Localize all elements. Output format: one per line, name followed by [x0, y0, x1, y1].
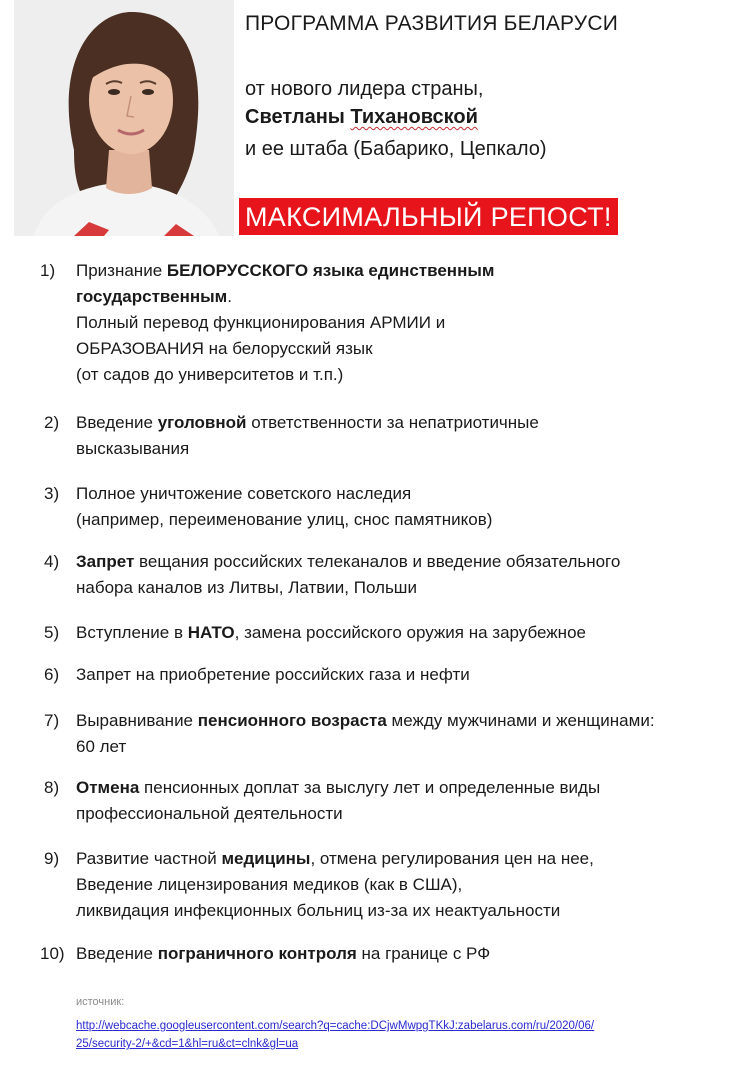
- list-item-line: [76, 310, 445, 336]
- emphasis-text: Отмена: [76, 778, 140, 797]
- header-line-staff: и ее штаба (Бабарико, Цепкало): [245, 138, 547, 160]
- list-item-line: [76, 734, 126, 760]
- list-item-line: [76, 410, 539, 436]
- list-item-number: 7): [44, 711, 60, 730]
- list-item-line: [76, 549, 620, 575]
- text-segment: набора каналов из Литвы, Латвии, Польши: [76, 578, 417, 597]
- list-item-line: [76, 872, 462, 898]
- list-item-line: [76, 708, 655, 734]
- list-item-line: [76, 941, 490, 967]
- source-label: источник:: [76, 996, 125, 1008]
- emphasis-text: пограничного контроля: [157, 944, 357, 963]
- text-segment: высказывания: [76, 439, 190, 458]
- program-title: ПРОГРАММА РАЗВИТИЯ БЕЛАРУСИ: [245, 12, 618, 35]
- list-item-line: [76, 481, 411, 507]
- source-link[interactable]: [76, 1017, 594, 1053]
- text-segment: (от садов до университетов и т.п.): [76, 365, 344, 384]
- text-segment: Вступление в: [76, 623, 188, 642]
- text-segment: Выравнивание: [76, 711, 198, 730]
- list-item-line: [76, 801, 343, 827]
- emphasis-text: медицины: [221, 849, 311, 868]
- list-item-line: [76, 846, 594, 872]
- header-name-last: Тихановской: [350, 106, 478, 128]
- text-segment: ОБРАЗОВАНИЯ на белорусский язык: [76, 339, 373, 358]
- emphasis-text: уголовной: [157, 413, 247, 432]
- list-item-line: [76, 362, 343, 388]
- list-item-number: 4): [44, 552, 60, 571]
- text-segment: между мужчинами и женщинами:: [386, 711, 655, 730]
- text-segment: Полный перевод функционирования АРМИИ и: [76, 313, 446, 332]
- text-segment: (например, переименование улиц, снос памятников): [76, 510, 493, 529]
- list-item-line: [76, 436, 189, 462]
- list-item-line: [76, 662, 470, 688]
- portrait-photo: [14, 0, 234, 236]
- list-item-line: [76, 258, 494, 284]
- emphasis-text: НАТО: [187, 623, 235, 642]
- emphasis-text: Запрет: [76, 552, 135, 571]
- text-segment: , отмена регулирования цен на нее,: [310, 849, 594, 868]
- text-segment: Введение лицензирования медиков (как в США),: [76, 875, 463, 894]
- list-item-number: 5): [44, 623, 60, 642]
- text-segment: профессиональной деятельности: [76, 804, 343, 823]
- text-segment: пенсионных доплат за выслугу лет и определенные виды: [139, 778, 601, 797]
- emphasis-text: пенсионного возраста: [197, 711, 387, 730]
- header-line-leader: от нового лидера страны,: [245, 78, 484, 100]
- text-segment: Запрет на приобретение российских газа и нефти: [76, 665, 470, 684]
- source-link-line2[interactable]: 25/security-2/+&cd=1&hl=ru&ct=clnk&gl=ua: [76, 1038, 299, 1050]
- header-name-first: Светланы: [245, 106, 351, 128]
- text-segment: , замена российского оружия на зарубежное: [234, 623, 586, 642]
- list-item-line: [76, 507, 492, 533]
- list-item-line: [76, 336, 373, 362]
- text-segment: Введение: [76, 413, 158, 432]
- text-segment: ликвидация инфекционных больниц из-за их неактуальности: [76, 901, 561, 920]
- list-item-number: 3): [44, 484, 60, 503]
- header-line-name: [245, 106, 478, 129]
- list-item-line: [76, 284, 232, 310]
- list-item-number: 2): [44, 413, 60, 432]
- text-segment: ответственности за непатриотичные: [246, 413, 539, 432]
- source-link-line1[interactable]: http://webcache.googleusercontent.com/search?q=cache:DCjwMwpgTKkJ:zabelarus.com/ru/2020/06/: [76, 1020, 595, 1032]
- text-segment: Развитие частной: [76, 849, 222, 868]
- emphasis-text: языка единственным: [312, 261, 495, 280]
- list-item-number: 8): [44, 778, 60, 797]
- list-item-number: 10): [40, 944, 65, 963]
- portrait-illustration: [14, 0, 234, 236]
- list-item-number: 6): [44, 665, 60, 684]
- list-item-number: 9): [44, 849, 60, 868]
- text-segment: на границе с РФ: [356, 944, 491, 963]
- text-segment: 60 лет: [76, 737, 127, 756]
- emphasis-text: государственным: [76, 287, 228, 306]
- text-segment: Полное уничтожение советского наследия: [76, 484, 412, 503]
- text-segment: .: [227, 287, 232, 306]
- list-item-number: 1): [40, 261, 56, 280]
- text-segment: Введение: [76, 944, 158, 963]
- text-segment: вещания российских телеканалов и введение обязательного: [134, 552, 621, 571]
- list-item-line: [76, 775, 600, 801]
- list-item-line: [76, 620, 586, 646]
- list-item-line: [76, 575, 417, 601]
- list-item-line: [76, 898, 560, 924]
- text-segment: Признание: [76, 261, 167, 280]
- repost-banner: МАКСИМАЛЬНЫЙ РЕПОСТ!: [239, 198, 618, 235]
- emphasis-text: БЕЛОРУССКОГО: [166, 261, 309, 280]
